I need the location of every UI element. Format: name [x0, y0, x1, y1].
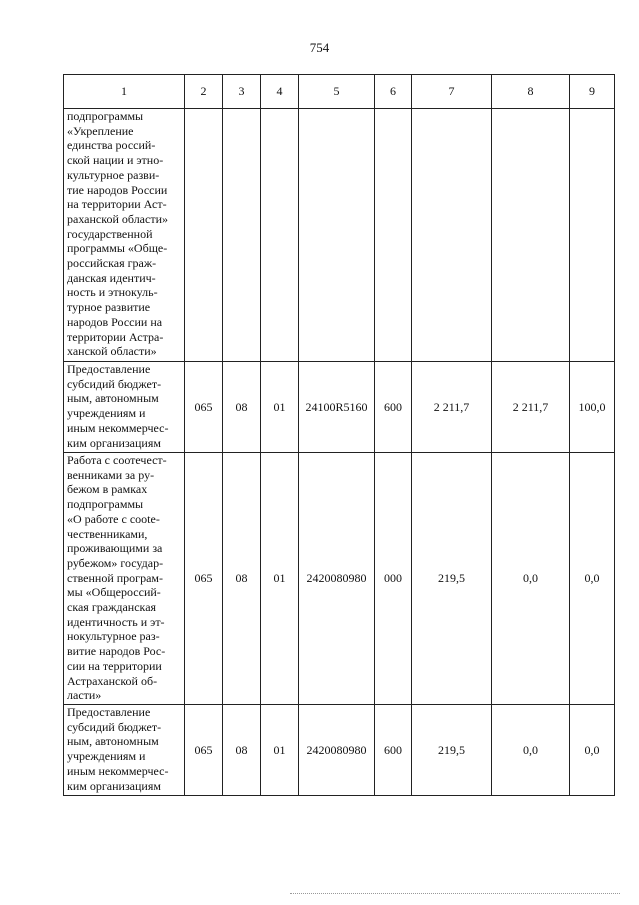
cell-expense-type [375, 109, 412, 362]
cell-section: 08 [223, 705, 261, 796]
cell-section: 08 [223, 453, 261, 705]
table-row [64, 109, 615, 362]
cell-section [223, 109, 261, 362]
cell-executed [492, 109, 570, 362]
cell-chapter: 065 [185, 705, 223, 796]
cell-percent [570, 109, 615, 362]
cell-subsection: 01 [261, 362, 299, 453]
budget-table [63, 74, 615, 796]
column-header-8: 8 [492, 75, 570, 109]
column-header-3: 3 [223, 75, 261, 109]
column-header-7: 7 [412, 75, 492, 109]
cell-executed: 0,0 [492, 705, 570, 796]
cell-expense-type: 600 [375, 362, 412, 453]
cell-subsection: 01 [261, 453, 299, 705]
column-header-5: 5 [299, 75, 375, 109]
cell-chapter [185, 109, 223, 362]
cell-planned [412, 109, 492, 362]
page-number: 754 [309, 40, 330, 55]
cell-target-article: 24100R5160 [299, 362, 375, 453]
cell-chapter: 065 [185, 362, 223, 453]
cell-expense-type: 000 [375, 453, 412, 705]
row-description: Предоставление субсидий бюджет- ным, автономным учреждениям и иным некоммерчес- ким организациям [64, 705, 185, 796]
cell-executed: 0,0 [492, 453, 570, 705]
cell-section: 08 [223, 362, 261, 453]
cell-planned: 219,5 [412, 453, 492, 705]
cell-percent: 0,0 [570, 453, 615, 705]
column-header-2: 2 [185, 75, 223, 109]
cell-subsection [261, 109, 299, 362]
cell-planned: 2 211,7 [412, 362, 492, 453]
table-row [64, 705, 615, 796]
cell-percent: 100,0 [570, 362, 615, 453]
table-row [64, 453, 615, 705]
cell-executed: 2 211,7 [492, 362, 570, 453]
row-description: Предоставление субсидий бюджет- ным, автономным учреждениям и иным некоммерчес- ким организациям [64, 362, 185, 453]
scan-artifact-line [290, 893, 620, 894]
cell-subsection: 01 [261, 705, 299, 796]
cell-planned: 219,5 [412, 705, 492, 796]
row-description: подпрограммы «Укрепление единства россий- ской нации и этно- культурное разви- тие народов России на территории Аст- раханской области» государственной программы «Обще- российская граж- данская идентич- ность и этнокуль- турное развитие народов России на территории Астра- ханской области» [64, 109, 185, 362]
cell-expense-type: 600 [375, 705, 412, 796]
cell-chapter: 065 [185, 453, 223, 705]
header-row [64, 75, 615, 109]
cell-target-article: 2420080980 [299, 453, 375, 705]
column-header-9: 9 [570, 75, 615, 109]
column-header-4: 4 [261, 75, 299, 109]
cell-percent: 0,0 [570, 705, 615, 796]
table-row [64, 362, 615, 453]
cell-target-article: 2420080980 [299, 705, 375, 796]
column-header-6: 6 [375, 75, 412, 109]
cell-target-article [299, 109, 375, 362]
row-description: Работа с соотечест- венниками за ру- бежом в рамках подпрограммы «О работе с соote- чественниками, проживающими за рубежом» государ- ственной програм- мы «Общероссий- ская гражданская идентичность и эт- нокультурное раз- витие народов Рос- сии на территории Астраханской об- ласти» [64, 453, 185, 705]
column-header-1: 1 [64, 75, 185, 109]
